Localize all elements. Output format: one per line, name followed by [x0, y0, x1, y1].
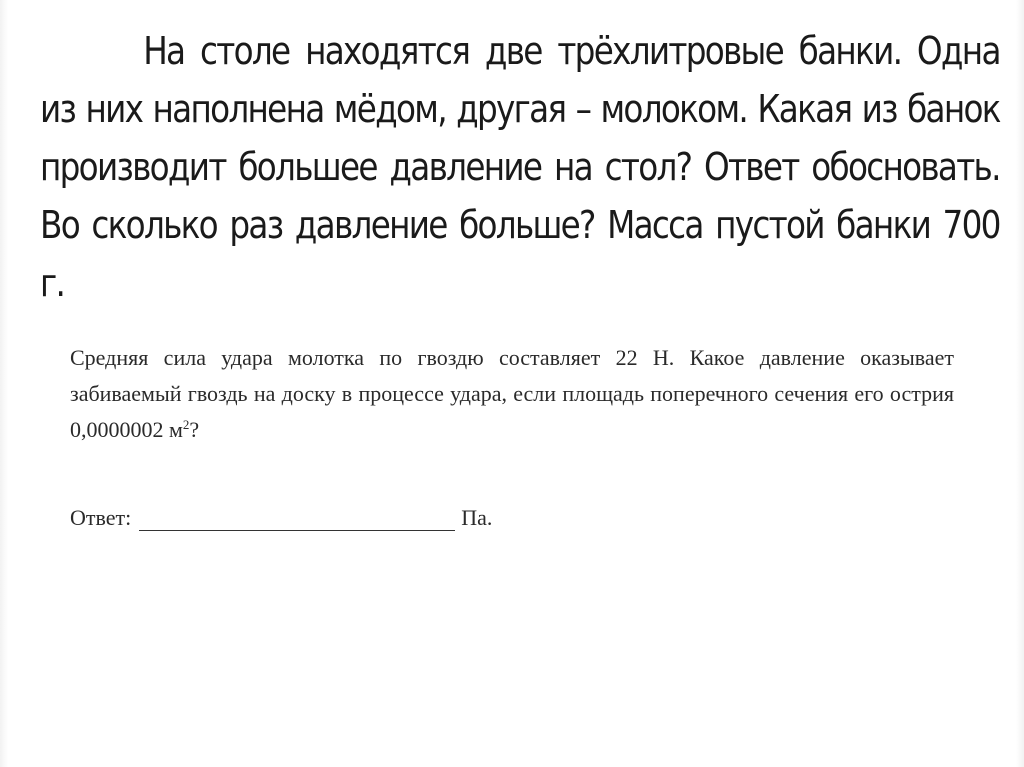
problem-2-question-mark: ? [189, 417, 200, 442]
answer-unit: Па. [461, 505, 493, 530]
answer-label: Ответ: [70, 505, 132, 530]
problem-1 [40, 22, 1000, 312]
slide-edge-left [0, 0, 8, 767]
answer-row [70, 500, 492, 536]
slide-edge-right [1016, 0, 1024, 767]
problem-1-text: На столе находятся две трёхлитровые банки. Одна из них наполнена мёдом, другая – молоком. Какая из банок производит большее давление на стол? Ответ обосновать. Во сколько раз давление больше? Масса пустой банки 700 г. [40, 29, 1000, 305]
problem-2-text [70, 340, 954, 448]
problem-2 [70, 340, 954, 448]
answer-blank-line[interactable] [139, 504, 455, 531]
area-unit-exponent: 2 [182, 417, 190, 432]
problem-2-body: Средняя сила удара молотка по гвоздю составляет 22 Н. Какое давление оказывает забиваемый гвоздь на доску в процессе удара, если площадь поперечного сечения его острия 0,0000002 м [70, 345, 954, 442]
